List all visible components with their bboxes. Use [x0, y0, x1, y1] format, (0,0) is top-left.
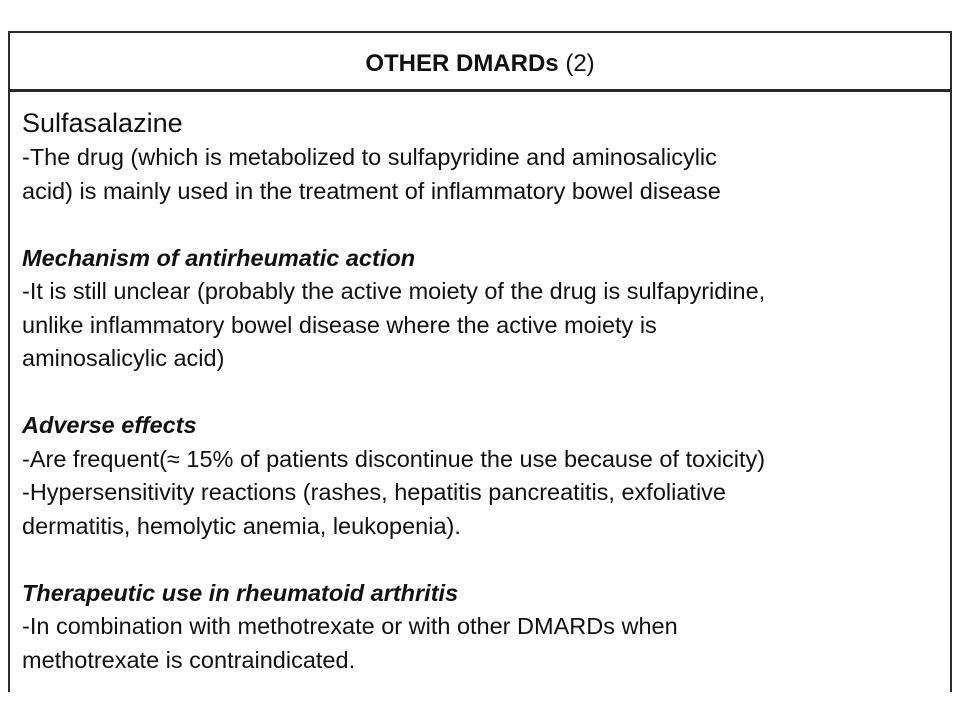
slide-body: [22, 105, 942, 677]
section-text-line: dermatitis, hemolytic anemia, leukopenia).: [22, 512, 461, 539]
section-text-line: methotrexate is contraindicated.: [22, 646, 356, 673]
drug-name: Sulfasalazine: [22, 108, 183, 138]
section-text-line: -Hypersensitivity reactions (rashes, hepatitis pancreatitis, exfoliative: [22, 479, 726, 505]
content-frame: [8, 31, 952, 692]
slide-title: [10, 33, 950, 92]
drug-description-line: -The drug (which is metabolized to sulfapyridine and aminosalicylic: [22, 144, 717, 170]
section-text-line: -It is still unclear (probably the active moiety of the drug is sulfapyridine,: [22, 278, 766, 304]
spacer: [22, 208, 942, 242]
drug-description-line: acid) is mainly used in the treatment of inflammatory bowel disease: [22, 177, 721, 204]
section-heading-therapeutic-use: Therapeutic use in rheumatoid arthritis: [22, 579, 459, 606]
section-text-line: aminosalicylic acid): [22, 345, 225, 371]
section-text-line: -Are frequent(≈ 15% of patients discontinue the use because of toxicity): [22, 445, 766, 472]
spacer: [22, 376, 942, 410]
section-text-line: -In combination with methotrexate or with other DMARDs when: [22, 613, 678, 639]
slide-title-main: OTHER DMARDs: [365, 50, 559, 77]
section-text-line: unlike inflammatory bowel disease where the active moiety is: [22, 311, 657, 338]
section-heading-adverse-effects: Adverse effects: [22, 412, 197, 438]
slide-title-number: (2): [565, 50, 595, 77]
section-heading-mechanism: Mechanism of antirheumatic action: [22, 244, 416, 271]
spacer: [22, 543, 942, 577]
